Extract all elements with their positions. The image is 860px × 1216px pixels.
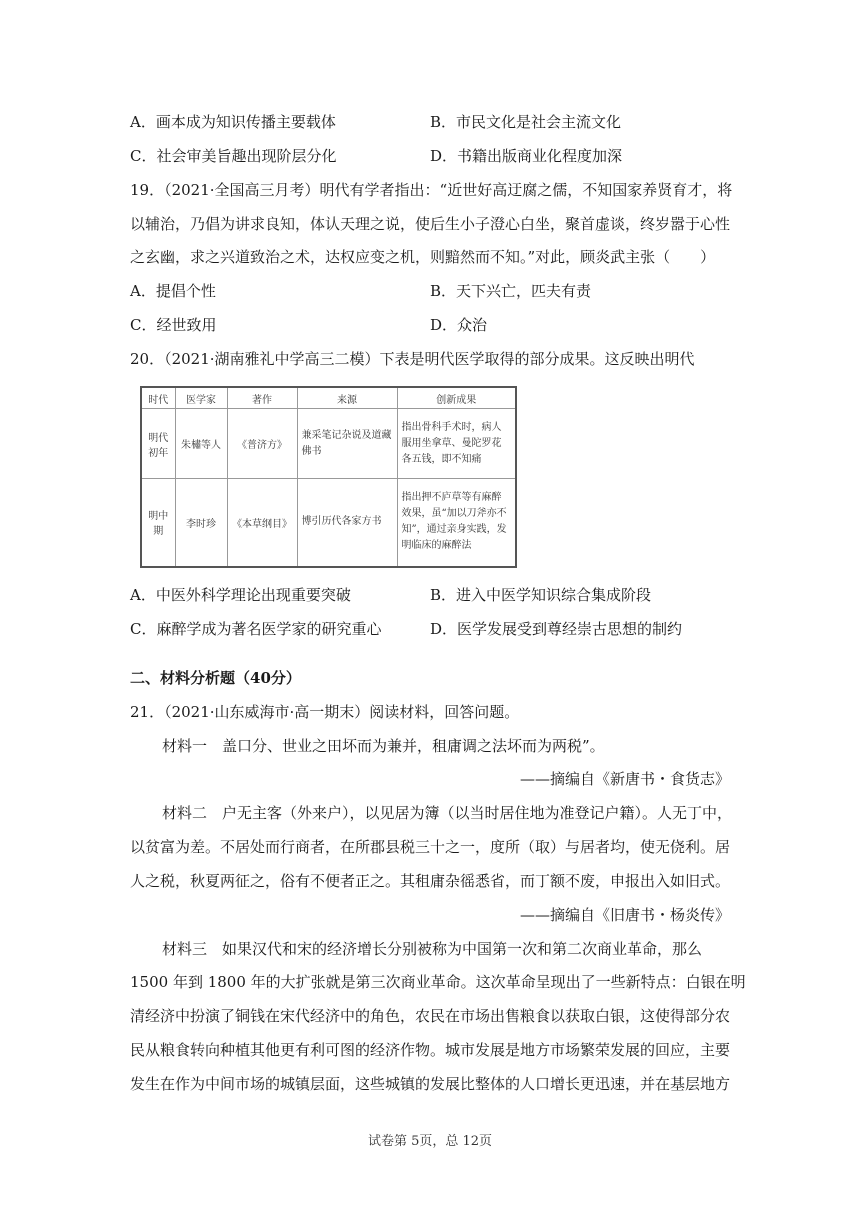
table-cell: 明代初年 [141,409,175,479]
q18-option-d: D．书籍出版商业化程度加深 [430,147,623,165]
q20-option-c: C．麻醉学成为著名医学家的研究重心 [130,620,382,638]
table-cell: 指出押不庐草等有麻醉效果，虽“加以刀斧亦不知”，通过亲身实践，发明临床的麻醉法 [397,479,516,567]
q18-option-c: C．社会审美旨趣出现阶层分化 [130,147,337,165]
table-cell: 《本草纲目》 [227,479,297,567]
table-cell: 博引历代各家方书 [297,479,397,567]
material-two-line-3: 人之税，秋夏两征之，俗有不便者正之。其租庸杂徭悉省，而丁额不废，申报出入如旧式。 [130,872,731,890]
table-row [141,409,516,479]
table-cell: 李时珍 [175,479,227,567]
table-header-cell: 著作 [227,387,297,409]
q18-option-b: B．市民文化是社会主流文化 [430,113,622,131]
table-header-cell: 来源 [297,387,397,409]
material-one: 材料一 盖口分、世业之田坏而为兼并，租庸调之法坏而为两税”。 [162,737,605,755]
q19-option-a: A．提倡个性 [130,282,216,300]
table-cell: 指出骨科手术时，病人服用坐拿草、曼陀罗花各五钱，即不知痛 [397,409,516,479]
table-header-cell: 医学家 [175,387,227,409]
q19-stem-line-3: 之玄幽，求之兴道致治之术，达权应变之机，则黯然而不知。”对此，顾炎武主张（ ） [130,248,716,266]
table-row [141,479,516,567]
section-heading: 二、材料分析题（40分） [130,669,301,687]
material-two-line-1: 材料二 户无主客（外来户），以见居为簿（以当时居住地为准登记户籍）。人无丁中， [162,804,733,822]
q19-option-d: D．众治 [430,316,488,334]
table-cell: 明中期 [141,479,175,567]
table-header-cell: 时代 [141,387,175,409]
q20-option-b: B．进入中医学知识综合集成阶段 [430,586,652,604]
table-header-cell: 创新成果 [397,387,516,409]
table-header-row [141,387,516,409]
q19-option-b: B．天下兴亡，匹夫有责 [430,282,592,300]
q18-option-a: A．画本成为知识传播主要载体 [130,113,336,131]
table-cell: 兼采笔记杂说及道藏佛书 [297,409,397,479]
q20-stem: 20．（2021·湖南雅礼中学高三二模）下表是明代医学取得的部分成果。这反映出明代 [130,350,695,368]
material-three-line-1: 材料三 如果汉代和宋的经济增长分别被称为中国第一次和第二次商业革命，那么 [162,940,703,958]
q21-stem: 21．（2021·山东威海市·高一期末）阅读材料，回答问题。 [130,703,520,721]
material-three-line-2: 1500 年到 1800 年的大扩张就是第三次商业革命。这次革命呈现出了一些新特点：白银在明 [130,973,746,991]
material-two-source: ——摘编自《旧唐书・杨炎传》 [519,906,730,924]
q20-option-a: A．中医外科学理论出现重要突破 [130,586,351,604]
material-one-source: ——摘编自《新唐书・食货志》 [519,770,730,788]
q19-stem-line-1: 19．（2021·全国高三月考）明代有学者指出：“近世好高迂腐之儒，不知国家养贤育才，将 [130,181,733,199]
table-cell: 朱橚等人 [175,409,227,479]
page-footer: 试卷第 5页，总 12页 [367,1134,493,1149]
medical-achievements-table [140,386,517,568]
table-cell: 《普济方》 [227,409,297,479]
material-three-line-5: 发生在作为中间市场的城镇层面，这些城镇的发展比整体的人口增长更迅速，并在基层地方 [130,1075,731,1093]
material-three-line-3: 清经济中扮演了铜钱在宋代经济中的角色，农民在市场出售粮食以获取白银，这使得部分农 [130,1007,731,1025]
material-three-line-4: 民从粮食转向种植其他更有利可图的经济作物。城市发展是地方市场繁荣发展的回应，主要 [130,1041,731,1059]
material-two-line-2: 以贫富为差。不居处而行商者，在所郡县税三十之一，度所（取）与居者均，使无侥利。居 [130,838,731,856]
q19-stem-line-2: 以辅治，乃倡为讲求良知，体认天理之说，使后生小子澄心白坐，聚首虚谈，终岁嚣于心性 [130,215,731,233]
q20-option-d: D．医学发展受到尊经崇古思想的制约 [430,620,683,638]
q19-option-c: C．经世致用 [130,316,217,334]
